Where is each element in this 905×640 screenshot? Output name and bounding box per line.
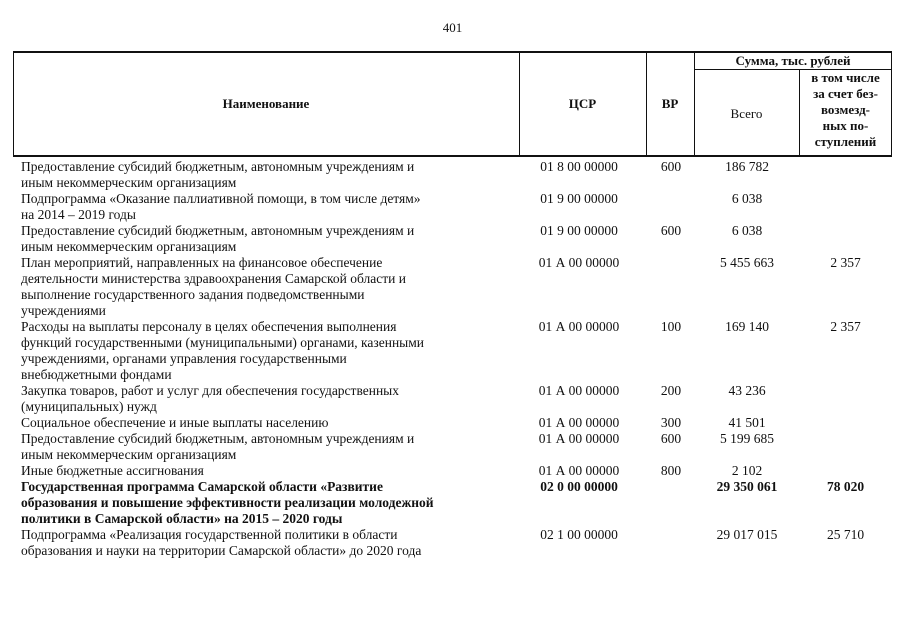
header-name: Наименование <box>222 96 310 111</box>
header-free-line: за счет без- <box>813 86 878 101</box>
row-vr <box>647 191 695 223</box>
header-vr: ВР <box>661 96 679 111</box>
table-row <box>13 415 892 431</box>
row-name <box>13 159 511 191</box>
header-bottom-border <box>13 155 892 157</box>
row-free <box>799 415 892 431</box>
row-vr <box>647 479 695 527</box>
row-free <box>799 431 892 463</box>
row-free: 2 357 <box>830 319 861 334</box>
row-name-line: деятельности министерства здравоохранения Самарской области и <box>21 271 406 286</box>
row-name-line: иным некоммерческим организациям <box>21 447 237 462</box>
row-vr: 600 <box>660 223 682 238</box>
row-total: 43 236 <box>728 383 766 398</box>
row-vr: 600 <box>660 431 682 446</box>
row-csr: 01 9 00 00000 <box>540 191 618 206</box>
row-free <box>799 159 892 191</box>
table-row <box>13 223 892 255</box>
row-name <box>13 463 511 479</box>
table-header <box>13 51 892 157</box>
row-total: 6 038 <box>731 191 763 206</box>
row-vr: 100 <box>660 319 682 334</box>
table-body <box>13 159 892 559</box>
table-row <box>13 463 892 479</box>
row-free <box>799 223 892 255</box>
row-csr: 01 А 00 00000 <box>538 319 620 334</box>
table-row <box>13 479 892 527</box>
row-name-line: иным некоммерческим организациям <box>21 175 237 190</box>
row-vr: 800 <box>660 463 682 478</box>
row-free: 2 357 <box>830 255 861 270</box>
row-name-line: учреждениями, органами управления государственными <box>21 351 347 366</box>
table-row <box>13 431 892 463</box>
row-csr: 01 А 00 00000 <box>538 431 620 446</box>
row-name-line: функций государственными (муниципальными) органами, казенными <box>21 335 425 350</box>
row-free <box>799 191 892 223</box>
row-free <box>799 463 892 479</box>
row-csr: 01 А 00 00000 <box>538 383 620 398</box>
row-name-line: Иные бюджетные ассигнования <box>21 463 204 478</box>
row-csr: 01 А 00 00000 <box>538 463 620 478</box>
row-total: 41 501 <box>728 415 766 430</box>
header-csr: ЦСР <box>568 96 597 111</box>
row-name <box>13 527 511 559</box>
row-name <box>13 431 511 463</box>
row-total: 29 017 015 <box>716 527 778 542</box>
row-name-line: Государственная программа Самарской области «Развитие <box>21 479 383 494</box>
row-name-line: выполнение государственного задания подведомственными <box>21 287 365 302</box>
row-name-line: (муниципальных) нужд <box>21 399 157 414</box>
row-csr: 01 9 00 00000 <box>540 223 618 238</box>
row-name-line: Подпрограмма «Реализация государственной политики в области <box>21 527 398 542</box>
row-name-line: политики в Самарской области» на 2015 – 2020 годы <box>21 511 343 526</box>
page-number: 401 <box>442 20 463 35</box>
row-name-line: образования и повышение эффективности реализации молодежной <box>21 495 434 510</box>
row-name <box>13 383 511 415</box>
header-free-line: в том числе <box>811 70 880 85</box>
table-row <box>13 383 892 415</box>
row-name-line: Расходы на выплаты персоналу в целях обеспечения выполнения <box>21 319 397 334</box>
row-vr: 300 <box>660 415 682 430</box>
row-name <box>13 191 511 223</box>
row-vr: 600 <box>660 159 682 174</box>
row-csr: 02 1 00 00000 <box>540 527 618 542</box>
row-name-line: образования и науки на территории Самарской области» до 2020 года <box>21 543 422 558</box>
row-name-line: Закупка товаров, работ и услуг для обеспечения государственных <box>21 383 400 398</box>
table-row <box>13 191 892 223</box>
header-free-line: ступлений <box>814 134 877 149</box>
row-total: 6 038 <box>731 223 763 238</box>
header-total: Всего <box>730 106 763 121</box>
row-vr: 200 <box>660 383 682 398</box>
header-free-line: возмезд- <box>821 102 870 117</box>
row-name <box>13 223 511 255</box>
row-csr: 02 0 00 00000 <box>540 479 618 494</box>
row-name-line: Предоставление субсидий бюджетным, автономным учреждениям и <box>21 223 415 238</box>
row-name-line: на 2014 – 2019 годы <box>21 207 136 222</box>
row-total: 169 140 <box>725 319 769 334</box>
row-name <box>13 319 511 383</box>
row-free: 25 710 <box>826 527 865 542</box>
row-total: 2 102 <box>731 463 763 478</box>
row-free: 78 020 <box>826 479 865 494</box>
row-name-line: учреждениями <box>21 303 106 318</box>
table-row <box>13 319 892 383</box>
header-free-line: ных по- <box>822 118 869 133</box>
header-free <box>799 70 892 150</box>
row-name-line: иным некоммерческим организациям <box>21 239 237 254</box>
row-total: 186 782 <box>725 159 769 174</box>
row-name-line: Социальное обеспечение и иные выплаты населению <box>21 415 329 430</box>
row-total: 29 350 061 <box>716 479 778 494</box>
row-vr <box>647 527 695 559</box>
table-row <box>13 159 892 191</box>
header-sum-group: Сумма, тыс. рублей <box>735 53 851 68</box>
row-free <box>799 383 892 415</box>
row-name-line: внебюджетными фондами <box>21 367 172 382</box>
row-total: 5 455 663 <box>720 255 774 270</box>
row-name <box>13 415 511 431</box>
row-name <box>13 479 511 527</box>
row-csr: 01 8 00 00000 <box>540 159 618 174</box>
row-name-line: Предоставление субсидий бюджетным, автономным учреждениям и <box>21 431 415 446</box>
row-name <box>13 255 511 319</box>
row-csr: 01 А 00 00000 <box>538 255 620 270</box>
row-name-line: План мероприятий, направленных на финансовое обеспечение <box>21 255 383 270</box>
row-total: 5 199 685 <box>720 431 774 446</box>
row-name-line: Подпрограмма «Оказание паллиативной помощи, в том числе детям» <box>21 191 421 206</box>
row-vr <box>647 255 695 319</box>
row-csr: 01 А 00 00000 <box>538 415 620 430</box>
table-row <box>13 527 892 559</box>
table-row <box>13 255 892 319</box>
row-name-line: Предоставление субсидий бюджетным, автономным учреждениям и <box>21 159 415 174</box>
